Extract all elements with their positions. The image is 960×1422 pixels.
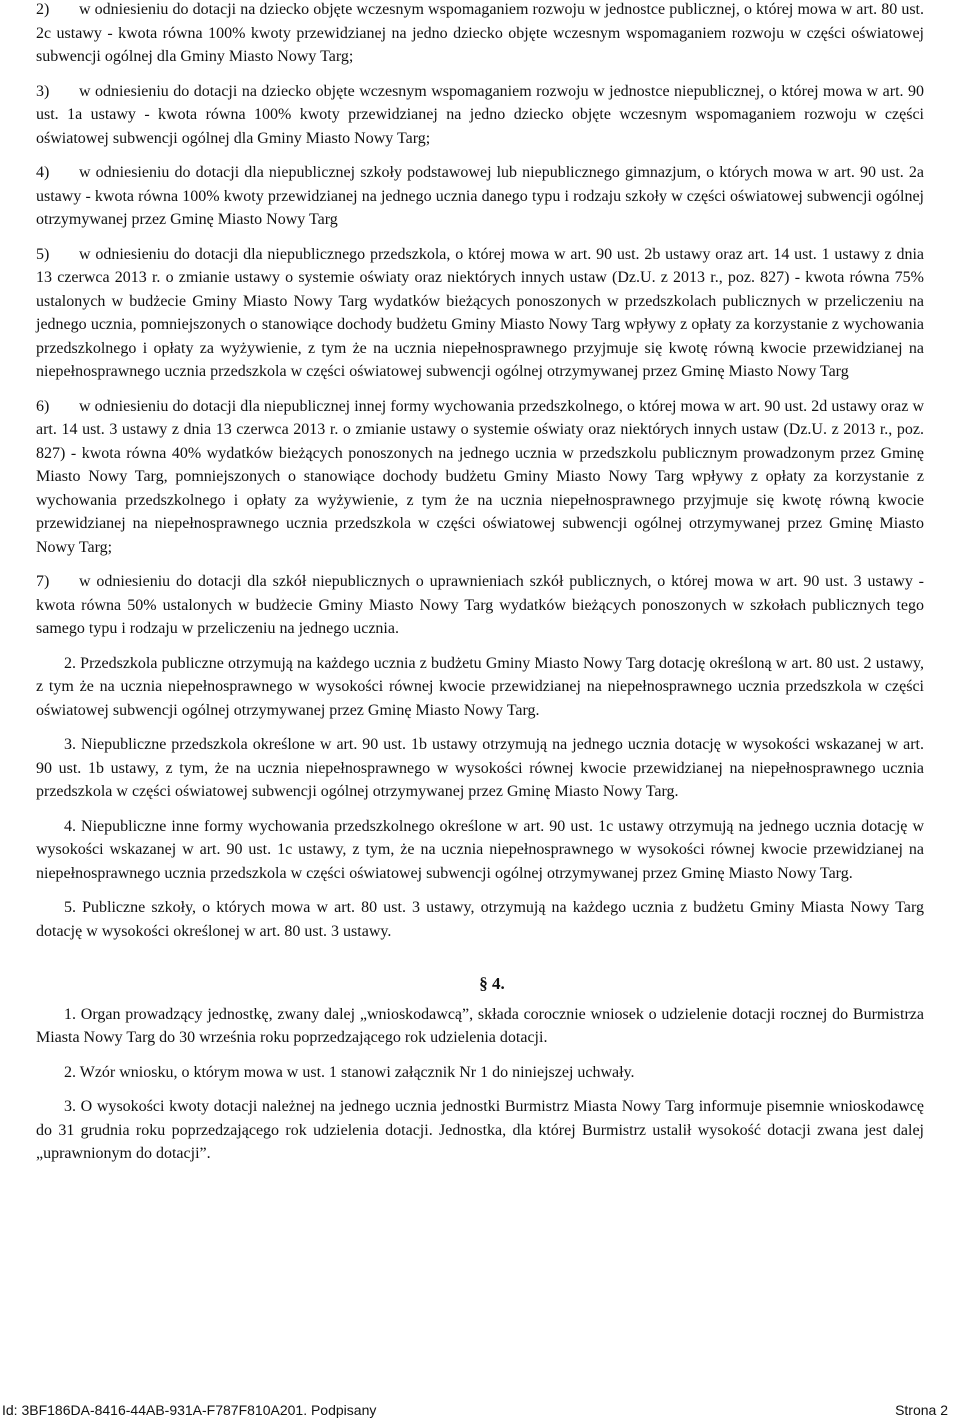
section-heading: § 4.: [479, 974, 505, 993]
list-item: [36, 243, 924, 384]
paragraph: 3. O wysokości kwoty dotacji należnej na jednego ucznia jednostki Burmistrz Miasta Nowy Targ informuje pisemnie wnioskodawcę do 31 grudnia roku poprzedzającego rok udzielenia dotacji. Jednostka, dla której Burmistrz ustalił wysokość dotacji zwana jest dalej „uprawnionym do dotacji”.: [36, 1098, 924, 1162]
paragraph: 3. Niepubliczne przedszkola określone w art. 90 ust. 1b ustawy otrzymują na jednego ucznia dotację w wysokości wskazanej w art. 90 ust. 1b ustawy, z tym, że na ucznia niepełnosprawnego w wysokości równej kwocie przewidzianej na niepełnosprawnego ucznia przedszkola w części oświatowej subwencji ogólnej otrzymywanej przez Gminę Miasto Nowy Targ.: [36, 736, 924, 800]
list-item-text: w odniesieniu do dotacji dla niepublicznego przedszkola, o której mowa w art. 90 ust. 2b ustawy oraz art. 14 ust. 1 ustawy z dnia 13 czerwca 2013 r. o zmianie ustawy o systemie oświaty oraz niektórych innych ustaw (Dz.U. z 2013 r., poz. 827) - kwota równa 75% ustalonych w budżecie Gminy Miasto Nowy Targ wydatków bieżących ponoszonych w przedszkolach publicznych w przeliczeniu na jednego ucznia, pomniejszonych o stanowiące dochody budżetu Gminy Miasto Nowy Targ wpływy z opłaty za korzystanie z wychowania przedszkolnego i opłaty za wyżywienie, z tym że na ucznia niepełnosprawnego przyjmuje się kwotę równą kwocie przewidzianej na niepełnosprawnego ucznia przedszkola w części oświatowej subwencji ogólnej otrzymywanej przez Gminę Miasto Nowy Targ: [36, 245, 924, 380]
list-item-text: w odniesieniu do dotacji dla niepublicznej innej formy wychowania przedszkolnego, o której mowa w art. 90 ust. 2d ustawy oraz w art. 14 ust. 3 ustawy z dnia 13 czerwca 2013 r. o zmianie ustawy o systemie oświaty oraz niektórych innych ustaw (Dz.U. z 2013 r., poz. 827) - kwota równa 40% wydatków bieżących ponoszonych na jednego ucznia w przedszkolu publicznym prowadzonym przez Gminę Miasto Nowy Targ, pomniejszonych o stanowiące dochody budżetu Gminy Miasto Nowy Targ wpływy z opłaty za korzystanie z wychowania przedszkolnego i opłaty za wyżywienie, z tym że na ucznia niepełnosprawnego przyjmuje się kwotę równą kwocie przewidzianej na niepełnosprawnego ucznia przedszkola w części oświatowej subwencji ogólnej otrzymywanej przez Gminę Miasto Nowy Targ;: [36, 397, 924, 556]
document-id: Id: 3BF186DA-8416-44AB-931A-F787F810A201. Podpisany: [2, 1402, 377, 1418]
page-number: Strona 2: [895, 1402, 948, 1418]
list-item-text: w odniesieniu do dotacji na dziecko objęte wczesnym wspomaganiem rozwoju w jednostce niepublicznej, o której mowa w art. 90 ust. 1a ustawy - kwota równa 100% kwoty przewidzianej na jedno dziecko objęte wczesnym wspomaganiem rozwoju w części oświatowej subwencji ogólnej dla Gminy Miasto Nowy Targ;: [36, 82, 924, 147]
document-page: [36, 0, 924, 1177]
list-item-number: 4): [36, 164, 50, 181]
paragraph: 2. Przedszkola publiczne otrzymują na każdego ucznia z budżetu Gminy Miasto Nowy Targ dotację określoną w art. 80 ust. 2 ustawy, z tym że na ucznia niepełnosprawnego w wysokości równej kwocie przewidzianej na niepełnosprawnego ucznia przedszkola w części oświatowej subwencji ogólnej otrzymywanej przez Gminę Miasto Nowy Targ.: [36, 654, 924, 719]
list-item-text: w odniesieniu do dotacji dla szkół niepublicznych o uprawnieniach szkół publicznych, o której mowa w art. 90 ust. 3 ustawy - kwota równa 50% ustalonych w budżecie Gminy Miasto Nowy Targ wydatków bieżących ponoszonych w szkołach publicznych tego samego typu i rodzaju w przeliczeniu na jednego ucznia.: [36, 573, 924, 637]
paragraph: 5. Publiczne szkoły, o których mowa w art. 80 ust. 3 ustawy, otrzymują na każdego ucznia z budżetu Gminy Miasta Nowy Targ dotację w wysokości określonej w art. 80 ust. 3 ustawy.: [36, 899, 924, 940]
list-item-number: 2): [36, 1, 50, 18]
list-item: [36, 570, 924, 641]
list-item-number: 6): [36, 397, 50, 415]
paragraph: 4. Niepubliczne inne formy wychowania przedszkolnego określone w art. 90 ust. 1c ustawy otrzymują na jednego ucznia dotację w wysokości wskazanej w art. 90 ust. 1c ustawy, z tym, że na ucznia niepełnosprawnego w wysokości równej kwocie przewidzianej na niepełnosprawnego ucznia przedszkola w części oświatowej subwencji ogólnej otrzymywanej przez Gminę Miasto Nowy Targ.: [36, 817, 924, 882]
list-item: [36, 80, 924, 151]
list-item-text: w odniesieniu do dotacji na dziecko objęte wczesnym wspomaganiem rozwoju w jednostce publicznej, o której mowa w art. 80 ust. 2c ustawy - kwota równa 100% kwoty przewidzianej na jedno dziecko objęte wczesnym wspomaganiem rozwoju w części oświatowej subwencji ogólnej dla Gminy Miasto Nowy Targ;: [36, 1, 924, 65]
list-item-number: 5): [36, 245, 50, 263]
list-item-number: 3): [36, 82, 50, 100]
list-item: [36, 395, 924, 560]
page-footer: [0, 1402, 948, 1419]
paragraph: 2. Wzór wniosku, o którym mowa w ust. 1 stanowi załącznik Nr 1 do niniejszej uchwały.: [64, 1063, 635, 1081]
list-item-text: w odniesieniu do dotacji dla niepublicznej szkoły podstawowej lub niepublicznego gimnazjum, o których mowa w art. 90 ust. 2a ustawy - kwota równa 100% kwoty przewidzianej na jednego ucznia danego typu i rodzaju szkoły w części oświatowej subwencji ogólnej otrzymywanej przez Gminę Miasto Nowy Targ: [36, 164, 924, 228]
list-item-number: 7): [36, 573, 50, 590]
paragraph: 1. Organ prowadzący jednostkę, zwany dalej „wnioskodawcą”, składa corocznie wniosek o udzielenie dotacji rocznej do Burmistrza Miasta Nowy Targ do 30 września roku poprzedzającego rok udzielenia dotacji.: [36, 1005, 924, 1046]
list-item: [36, 0, 924, 69]
list-item: [36, 161, 924, 232]
